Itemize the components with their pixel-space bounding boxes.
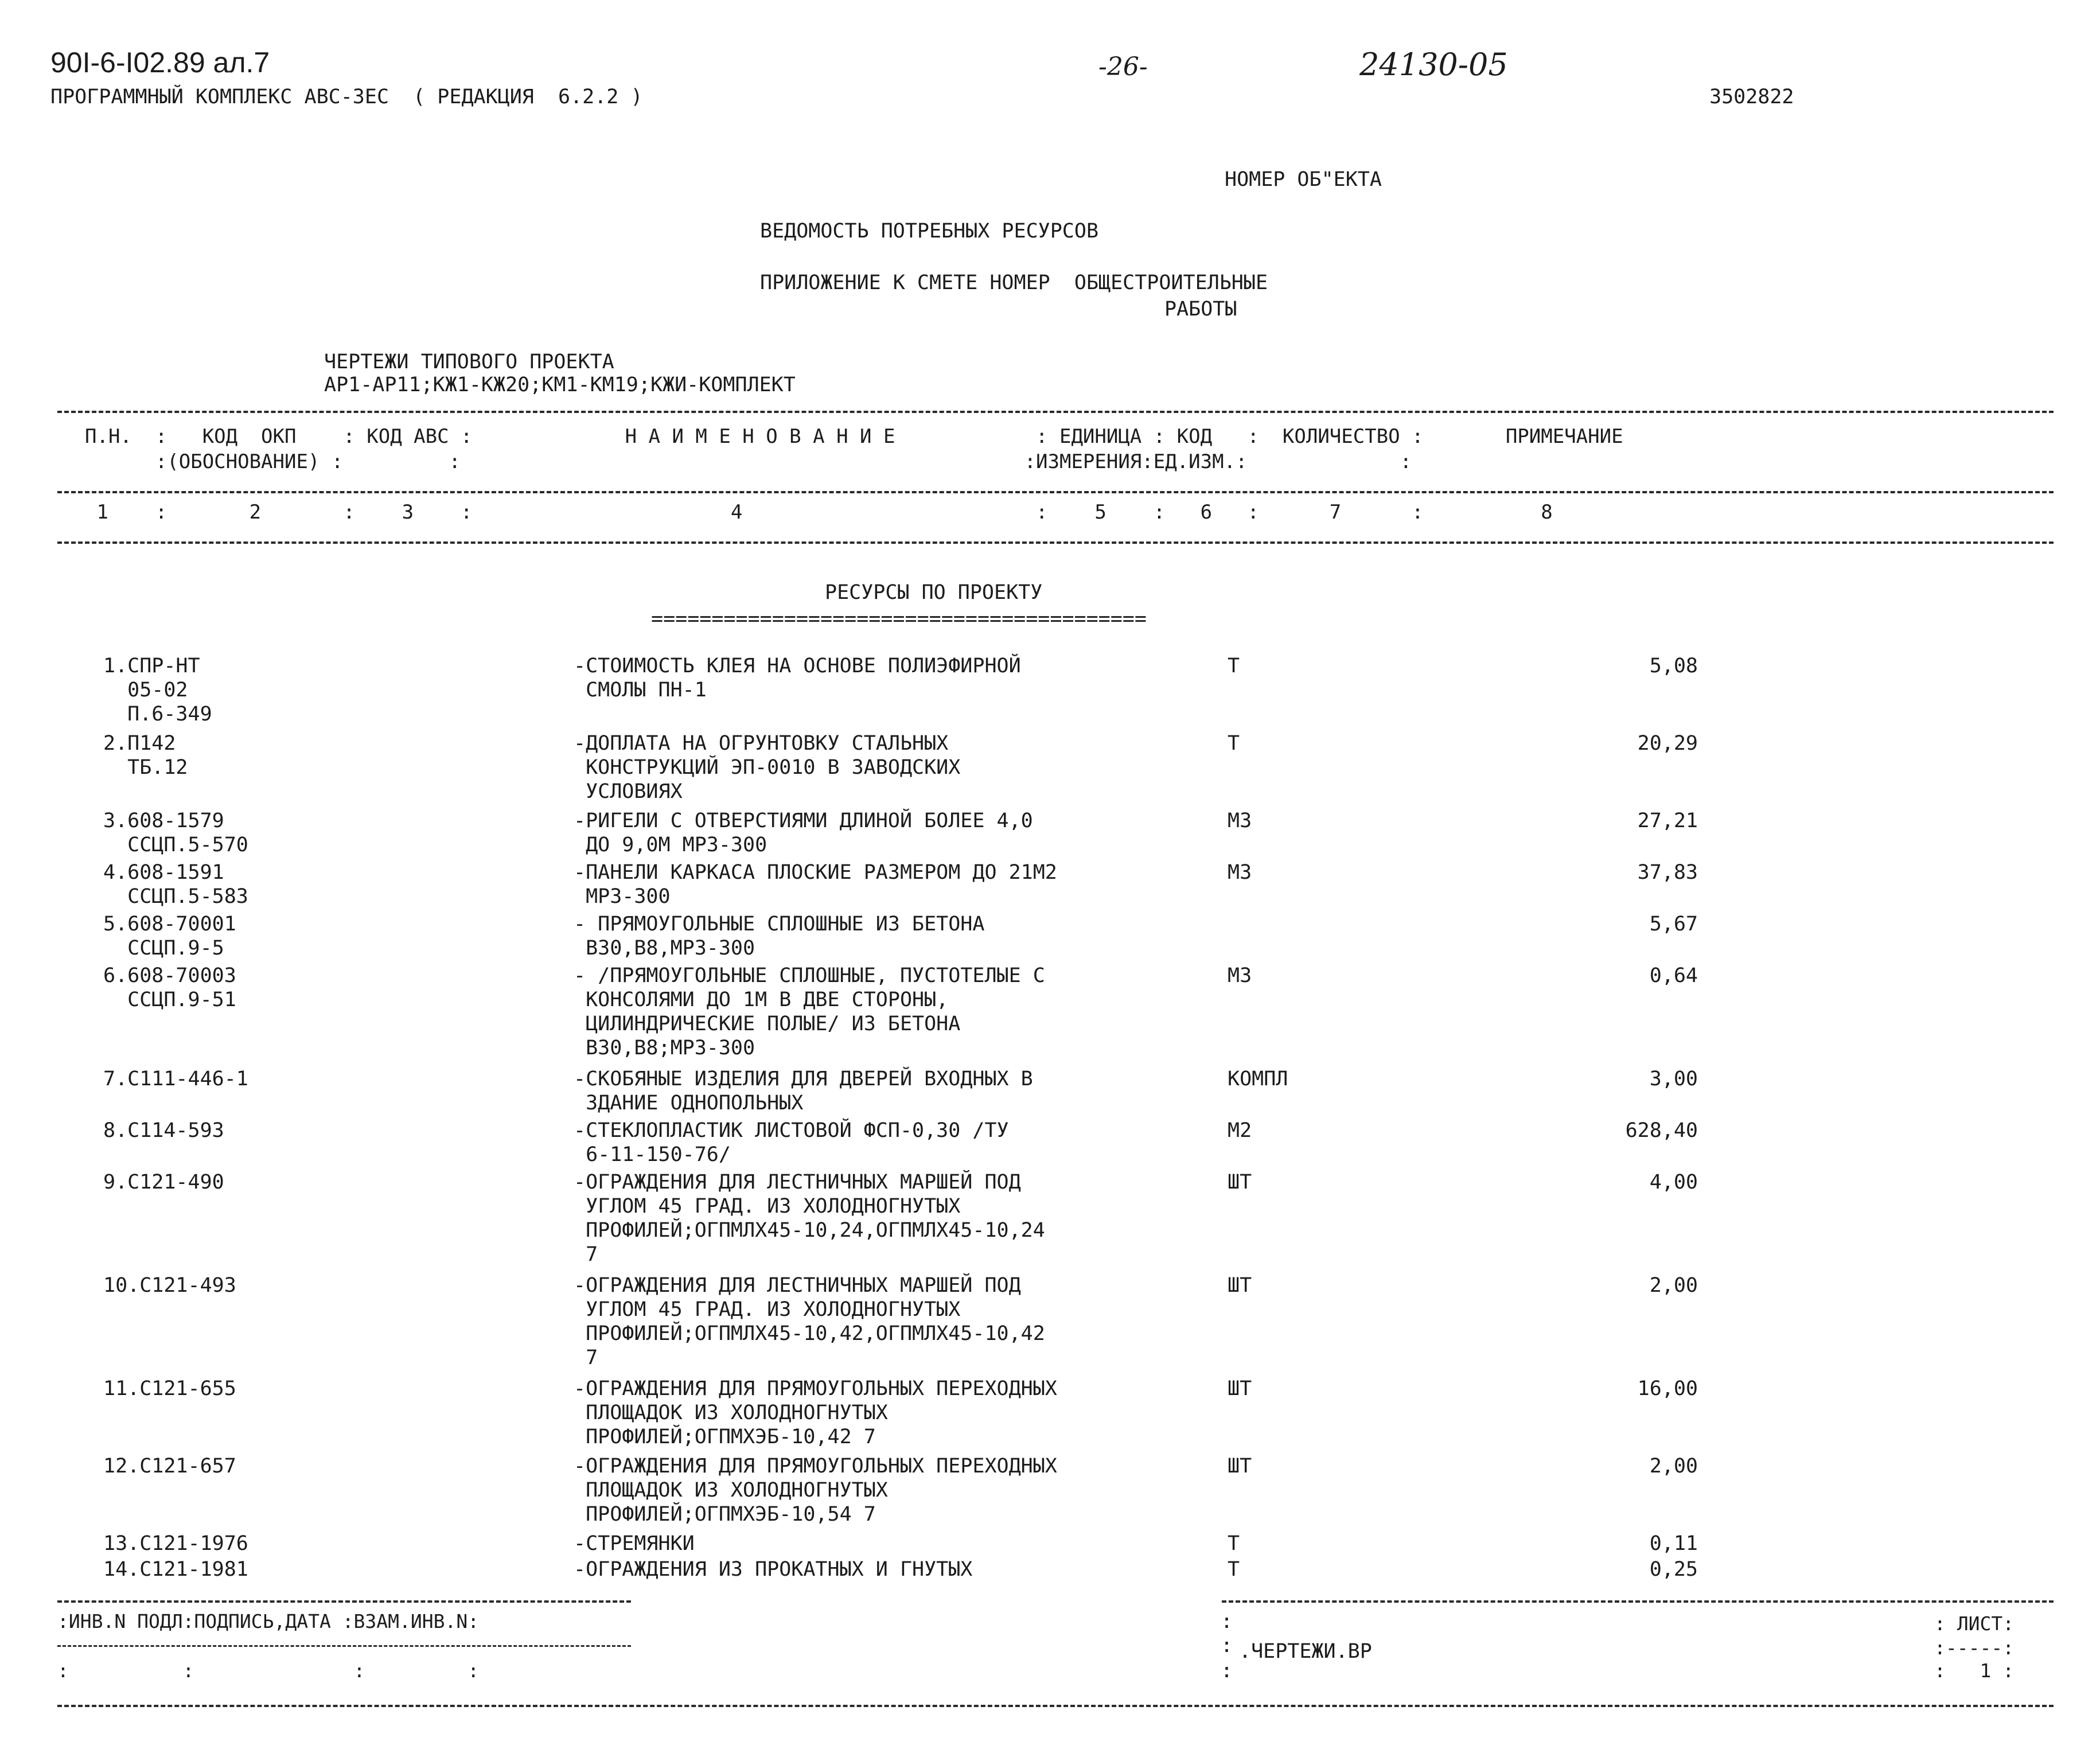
row-code-line: 13.С121-1976 [103,1532,248,1555]
row-name [574,1170,1210,1267]
row-name [574,654,1210,702]
row-quantity: 20,29 [1637,732,1698,755]
row-code-line: 4.608-1591 [103,861,224,884]
row-name-line: КОНСТРУКЦИЙ ЭП-0010 В ЗАВОДСКИХ [574,756,961,779]
row-name-line: ЦИЛИНДРИЧЕСКИЕ ПОЛЫЕ/ ИЗ БЕТОНА [574,1012,961,1035]
footer-right-top-rule [1222,1600,2054,1603]
sheet-number: : 1 : [1934,1659,2015,1682]
row-code [103,809,551,857]
row-code [103,731,551,780]
row-name-line: 6-11-150-76/ [574,1143,731,1166]
row-quantity: 0,25 [1649,1558,1698,1581]
row-name [574,912,1210,960]
row-name-line: УСЛОВИЯХ [574,780,683,803]
table-head-row-1: П.Н. : КОД ОКП : КОД АВС : Н А И М Е Н О В А Н И Е : ЕДИНИЦА : КОД : КОЛИЧЕСТВО : ПРИМЕЧАНИЕ [85,425,1623,448]
appendix-line-2: РАБОТЫ [1164,298,1237,321]
footer-stamp-labels: :ИНВ.N ПОДЛ:ПОДПИСЬ,ДАТА :ВЗАМ.ИНВ.N: [57,1610,480,1633]
row-name-line: ПЛОЩАДОК ИЗ ХОЛОДНОГНУТЫХ [574,1479,888,1502]
row-quantity: 3,00 [1649,1067,1698,1090]
row-code [103,1377,551,1401]
row-name-line: -ОГРАЖДЕНИЯ ДЛЯ ЛЕСТНИЧНЫХ МАРШЕЙ ПОД [574,1171,1021,1194]
row-quantity: 4,00 [1649,1171,1698,1194]
row-quantity: 2,00 [1649,1455,1698,1478]
row-code-line: 9.С121-490 [103,1171,224,1194]
row-unit: Т [1228,654,1240,677]
row-code-line: ССЦП.9-5 [103,937,224,960]
row-quantity: 628,40 [1625,1119,1698,1142]
row-name-line: -ОГРАЖДЕНИЯ ДЛЯ ПРЯМОУГОЛЬНЫХ ПЕРЕХОДНЫХ [574,1455,1057,1478]
row-code [103,1273,551,1298]
row-name-line: -СТОИМОСТЬ КЛЕЯ НА ОСНОВЕ ПОЛИЭФИРНОЙ [574,654,1021,677]
footer-bottom-rule [57,1705,2054,1707]
document-title: ВЕДОМОСТЬ ПОТРЕБНЫХ РЕСУРСОВ [760,220,1099,243]
row-code-line: 12.С121-657 [103,1455,236,1478]
row-unit: М2 [1228,1119,1252,1142]
row-unit: ШТ [1228,1455,1252,1478]
footer-colon-1: : [1221,1610,1233,1633]
row-unit: М3 [1228,861,1252,884]
row-code [103,912,551,960]
row-code [103,1170,551,1194]
row-unit: М3 [1228,964,1252,987]
row-code-line: 5.608-70001 [103,913,236,936]
row-name-line: -СКОБЯНЫЕ ИЗДЕЛИЯ ДЛЯ ДВЕРЕЙ ВХОДНЫХ В [574,1067,1033,1090]
row-code [103,1532,551,1556]
row-code-line: 14.С121-1981 [103,1558,248,1581]
row-name-line: КОНСОЛЯМИ ДО 1М В ДВЕ СТОРОНЫ, [574,988,949,1011]
row-code-line: П.6-349 [103,703,212,726]
row-code [103,1067,551,1091]
section-title: РЕСУРСЫ ПО ПРОЕКТУ [825,581,1043,604]
row-unit: Т [1228,1558,1240,1581]
row-code-line: 6.608-70003 [103,964,236,987]
row-name-line: ПЛОЩАДОК ИЗ ХОЛОДНОГНУТЫХ [574,1401,888,1424]
row-name-line: ПРОФИЛЕЙ;ОГПМЛХ45-10,24,ОГПМЛХ45-10,24 [574,1219,1045,1242]
table-top-rule [57,411,2054,413]
row-unit: КОМПЛ [1228,1067,1288,1090]
page-number: -26- [1098,52,1148,81]
handwritten-number: 24130-05 [1359,46,1508,83]
row-unit: ШТ [1228,1274,1252,1297]
row-name [574,1532,1210,1556]
footer-left-mid-rule [57,1645,631,1647]
row-name [574,809,1210,857]
row-name [574,1557,1210,1581]
sheet-separator: :-----: [1934,1637,2015,1659]
row-name-line: -ДОПЛАТА НА ОГРУНТОВКУ СТАЛЬНЫХ [574,732,949,755]
row-name-line: -СТРЕМЯНКИ [574,1532,695,1555]
row-quantity: 5,67 [1649,913,1698,936]
row-code [103,1119,551,1143]
program-line: ПРОГРАММНЫЙ КОМПЛЕКС АВС-ЗЕС ( РЕДАКЦИЯ 6.2.2 ) [50,85,643,108]
row-name-line: - /ПРЯМОУГОЛЬНЫЕ СПЛОШНЫЕ, ПУСТОТЕЛЫЕ С [574,964,1045,987]
row-name [574,860,1210,909]
row-name-line: -ОГРАЖДЕНИЯ ДЛЯ ЛЕСТНИЧНЫХ МАРШЕЙ ПОД [574,1274,1021,1297]
row-code [103,1557,551,1581]
row-quantity: 27,21 [1637,809,1698,832]
drawings-line-2: АР1-АР11;КЖ1-КЖ20;КМ1-КМ19;КЖИ-КОМПЛЕКТ [324,373,796,396]
row-name-line: ПРОФИЛЕЙ;ОГПМХЭБ-10,42 7 [574,1425,876,1448]
object-number-label: НОМЕР ОБ"ЕКТА [1225,168,1382,191]
row-name [574,1067,1210,1115]
row-name-line: - ПРЯМОУГОЛЬНЫЕ СПЛОШНЫЕ ИЗ БЕТОНА [574,913,985,936]
row-name-line: УГЛОМ 45 ГРАД. ИЗ ХОЛОДНОГНУТЫХ [574,1195,961,1218]
footer-colon-3: : [1221,1659,1233,1682]
row-name-line: 7 [574,1243,598,1266]
row-code-line: 11.С121-655 [103,1377,236,1400]
row-name-line: -ОГРАЖДЕНИЯ ИЗ ПРОКАТНЫХ И ГНУТЫХ [574,1558,973,1581]
footer-stamp-cells: : : : : [57,1659,480,1682]
row-unit: ШТ [1228,1377,1252,1400]
row-name [574,1273,1210,1370]
right-code: 3502822 [1709,85,1794,108]
row-quantity: 0,11 [1649,1532,1698,1555]
sheet-label: : ЛИСТ: [1934,1612,2015,1635]
row-quantity: 0,64 [1649,964,1698,987]
row-quantity: 2,00 [1649,1274,1698,1297]
row-name-line: ЗДАНИЕ ОДНОПОЛЬНЫХ [574,1092,804,1115]
column-numbers-rule [57,541,2054,544]
row-name-line: УГЛОМ 45 ГРАД. ИЗ ХОЛОДНОГНУТЫХ [574,1298,961,1321]
appendix-line-1: ПРИЛОЖЕНИЕ К СМЕТЕ НОМЕР ОБЩЕСТРОИТЕЛЬНЫЕ [760,271,1268,294]
row-name-line: МРЗ-300 [574,885,671,908]
row-unit: Т [1228,732,1240,755]
row-name-line: -ПАНЕЛИ КАРКАСА ПЛОСКИЕ РАЗМЕРОМ ДО 21М2 [574,861,1057,884]
row-name [574,964,1210,1060]
row-name-line: В30,В8,МРЗ-300 [574,937,755,960]
drawings-line-1: ЧЕРТЕЖИ ТИПОВОГО ПРОЕКТА [324,350,614,373]
row-code-line: 05-02 [103,679,188,702]
row-code-line: 10.С121-493 [103,1274,236,1297]
footer-drawings-label: .ЧЕРТЕЖИ.ВР [1239,1640,1372,1663]
row-quantity: 16,00 [1637,1377,1698,1400]
row-name-line: ДО 9,0М МРЗ-300 [574,833,767,856]
row-code-line: 8.С114-593 [103,1119,224,1142]
row-name [574,1454,1210,1526]
column-numbers: 1 : 2 : 3 : 4 : 5 : 6 : 7 : 8 [85,501,1553,524]
document-code: 90I-6-I02.89 ал.7 [50,46,270,79]
row-name-line: -РИГЕЛИ С ОТВЕРСТИЯМИ ДЛИНОЙ БОЛЕЕ 4,0 [574,809,1033,832]
footer-left-top-rule [57,1600,631,1603]
row-code-line: 3.608-1579 [103,809,224,832]
row-code-line: ССЦП.5-570 [103,833,248,856]
row-name [574,1377,1210,1449]
row-unit: ШТ [1228,1171,1252,1194]
row-quantity: 5,08 [1649,654,1698,677]
row-name [574,1119,1210,1167]
row-unit: Т [1228,1532,1240,1555]
row-code-line: ССЦП.5-583 [103,885,248,908]
row-name-line: 7 [574,1346,598,1369]
row-name-line: ПРОФИЛЕЙ;ОГПМХЭБ-10,54 7 [574,1503,876,1526]
row-code-line: ТБ.12 [103,756,188,779]
row-name-line: ПРОФИЛЕЙ;ОГПМЛХ45-10,42,ОГПМЛХ45-10,42 [574,1322,1045,1345]
row-code-line: ССЦП.9-51 [103,988,236,1011]
row-quantity: 37,83 [1637,861,1698,884]
row-code-line: 1.СПР-НТ [103,654,200,677]
row-unit: М3 [1228,809,1252,832]
table-head-rule [57,491,2054,493]
row-code [103,1454,551,1478]
row-code [103,964,551,1012]
footer-colon-2: : [1221,1634,1233,1657]
row-name-line: -ОГРАЖДЕНИЯ ДЛЯ ПРЯМОУГОЛЬНЫХ ПЕРЕХОДНЫХ [574,1377,1057,1400]
row-name-line: В30,В8;МРЗ-300 [574,1037,755,1059]
table-head-row-2: :(ОБОСНОВАНИЕ) : : :ИЗМЕРЕНИЯ:ЕД.ИЗМ.: : [85,450,1412,473]
row-name-line: -СТЕКЛОПЛАСТИК ЛИСТОВОЙ ФСП-0,30 /ТУ [574,1119,1009,1142]
row-code [103,654,551,726]
row-code-line: 7.С111-446-1 [103,1067,248,1090]
row-code [103,860,551,909]
row-name-line: СМОЛЫ ПН-1 [574,679,707,702]
row-code-line: 2.П142 [103,732,176,755]
section-underline: ========================================= [651,607,1147,630]
row-name [574,731,1210,804]
